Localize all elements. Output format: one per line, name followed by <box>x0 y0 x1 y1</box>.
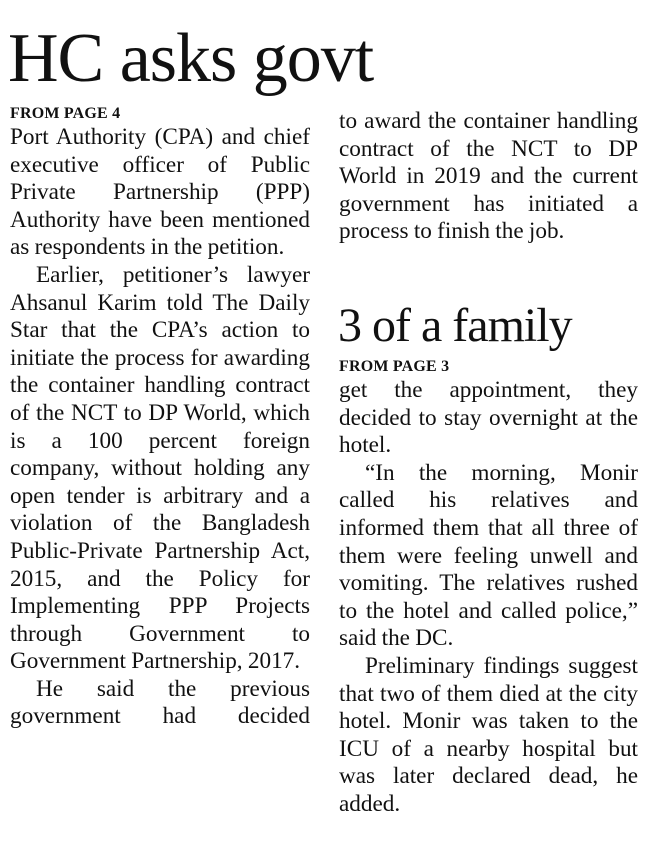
story2-paragraph-2: “In the morning, Monir called his relatives and informed them that all three of them were feeling unwell and vomiting. The relatives rushed to the hotel and called police,” said the DC. <box>339 459 638 652</box>
story1-paragraph-3: He said the previous government had decided <box>10 675 310 730</box>
story2-headline: 3 of a family <box>338 299 572 352</box>
story1-left-column <box>10 104 310 731</box>
story2-column <box>339 357 638 819</box>
story1-paragraph-2: Earlier, petitioner’s lawyer Ahsanul Karim told The Daily Star that the CPA’s action to initiate the process for awarding the container handling contract of the NCT to DP World, which is a 100 percent foreign company, without holding any open tender is arbitrary and a violation of the Bangladesh Public-Private Partnership Act, 2015, and the Policy for Implementing PPP Projects through Government to Government Partnership, 2017. <box>10 261 310 675</box>
story1-paragraph-1: Port Authority (CPA) and chief executive officer of Public Private Partnership (PPP) Authority have been mentioned as respondents in the petition. <box>10 124 310 261</box>
story1-headline: HC asks govt <box>8 20 374 97</box>
story2-paragraph-1: get the appointment, they decided to stay overnight at the hotel. <box>339 377 638 459</box>
story1-continuation: to award the container handling contract of the NCT to DP World in 2019 and the current government has initiated a process to finish the job. <box>339 108 638 245</box>
story1-jump-label: FROM PAGE 4 <box>10 105 121 122</box>
story2-jump-label: FROM PAGE 3 <box>339 358 450 375</box>
story2-paragraph-3: Preliminary findings suggest that two of them died at the city hotel. Monir was taken to the ICU of a nearby hospital but was later declared dead, he added. <box>339 652 638 817</box>
story1-right-column <box>339 108 638 246</box>
